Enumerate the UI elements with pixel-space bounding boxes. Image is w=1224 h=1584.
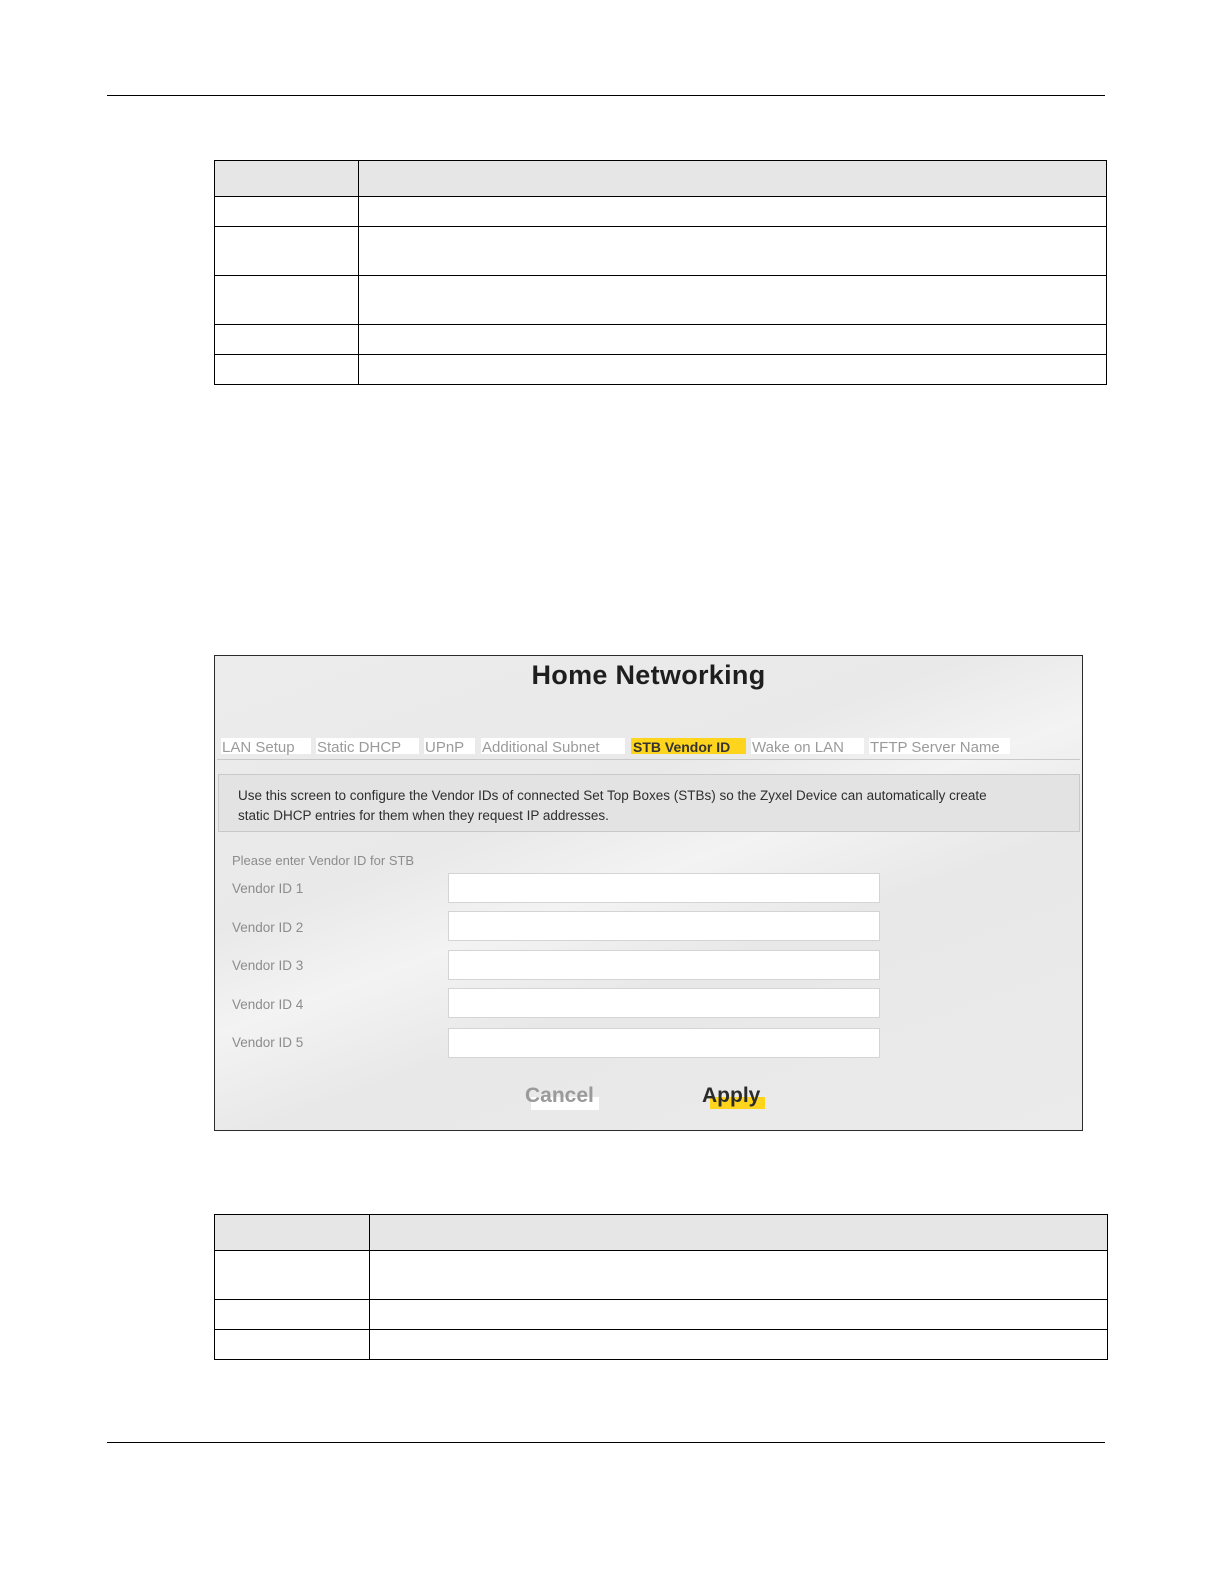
table-row — [215, 1251, 1108, 1300]
tab-lan-setup[interactable]: LAN Setup — [221, 738, 311, 754]
vendor-id-3-label: Vendor ID 3 — [232, 958, 304, 973]
tab-additional-subnet[interactable]: Additional Subnet — [481, 738, 625, 754]
home-networking-screenshot — [214, 655, 1083, 1131]
tab-upnp[interactable]: UPnP — [424, 738, 475, 754]
table-header-row — [215, 161, 1107, 197]
table-row — [215, 325, 1107, 355]
table-row — [215, 1330, 1108, 1360]
table-row — [215, 227, 1107, 276]
page-title: Home Networking — [531, 660, 766, 690]
cancel-button[interactable]: Cancel — [525, 1084, 594, 1108]
vendor-id-5-input[interactable] — [448, 1028, 880, 1058]
footer-rule — [107, 1442, 1105, 1443]
table-row — [215, 197, 1107, 227]
table-row — [215, 276, 1107, 325]
vendor-id-3-input[interactable] — [448, 950, 880, 980]
header-rule — [107, 95, 1105, 96]
tab-wake-on-lan[interactable]: Wake on LAN — [751, 738, 864, 754]
apply-button[interactable]: Apply — [702, 1084, 760, 1108]
table-row — [215, 1300, 1108, 1330]
tab-static-dhcp[interactable]: Static DHCP — [316, 738, 419, 754]
vendor-id-2-label: Vendor ID 2 — [232, 920, 304, 935]
vendor-id-4-input[interactable] — [448, 988, 880, 1018]
vendor-id-1-label: Vendor ID 1 — [232, 881, 304, 896]
info-text-line-1: Use this screen to configure the Vendor IDs of connected Set Top Boxes (STBs) so the Zyxel Device can automatically create — [238, 788, 987, 803]
tab-stb-vendor-id[interactable]: STB Vendor ID — [631, 738, 746, 754]
vendor-id-4-label: Vendor ID 4 — [232, 997, 304, 1012]
vendor-id-prompt: Please enter Vendor ID for STB — [232, 853, 415, 868]
tab-tftp-server-name[interactable]: TFTP Server Name — [869, 738, 1010, 754]
tab-divider — [217, 759, 1080, 760]
info-text-line-2: static DHCP entries for them when they request IP addresses. — [238, 808, 609, 823]
vendor-id-5-label: Vendor ID 5 — [232, 1035, 304, 1050]
table-row — [215, 355, 1107, 385]
vendor-id-1-input[interactable] — [448, 873, 880, 903]
vendor-id-2-input[interactable] — [448, 911, 880, 941]
doc-table-bottom — [214, 1214, 1108, 1360]
table-header-row — [215, 1215, 1108, 1251]
info-box — [218, 774, 1080, 832]
doc-table-top — [214, 160, 1107, 385]
